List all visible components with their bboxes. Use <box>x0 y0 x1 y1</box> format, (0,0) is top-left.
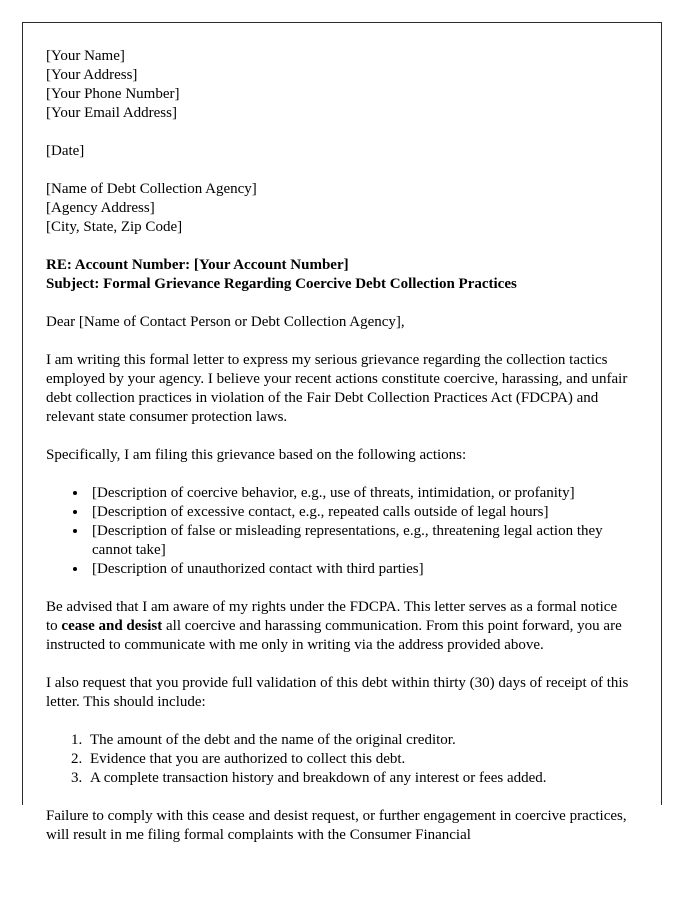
list-item: • [Description of coercive behavior, e.g., use of threats, intimidation, or profanity] <box>88 484 632 503</box>
paragraph-failure-to-comply: Failure to comply with this cease and desist request, or further engagement in coercive practices, will result in me filing formal complaints with the Consumer Financial <box>46 808 627 843</box>
list-item: 1. The amount of the debt and the name of the original creditor. <box>86 731 632 750</box>
list-item: • [Description of excessive contact, e.g., repeated calls outside of legal hours] <box>88 503 632 522</box>
cease-desist-text-before: Be advised that I am aware of my rights under the FDCPA. This letter serves as a formal notice to <box>46 599 618 634</box>
sender-address-block <box>46 47 632 123</box>
cease-and-desist-emphasis: cease and desist <box>61 618 163 634</box>
salutation: Dear [Name of Contact Person or Debt Collection Agency], <box>46 314 405 330</box>
paragraph-bullets-lead-in: Specifically, I am filing this grievance based on the following actions: <box>46 447 467 463</box>
sender-address: [Your Address] <box>46 67 138 83</box>
recipient-agency-name: [Name of Debt Collection Agency] <box>46 181 257 197</box>
list-item: • [Description of unauthorized contact with third parties] <box>88 560 632 579</box>
recipient-address-block <box>46 180 632 237</box>
date-block <box>46 142 632 161</box>
paragraph-cease-and-desist <box>46 598 632 655</box>
recipient-agency-address: [Agency Address] <box>46 200 155 216</box>
re-line: RE: Account Number: [Your Account Number] <box>46 257 349 273</box>
list-item: 3. A complete transaction history and breakdown of any interest or fees added. <box>86 769 632 788</box>
document-page <box>22 22 662 843</box>
cease-desist-text-after: all coercive and harassing communication. From this point forward, you are instructed to communicate with me only in writing via the address provided above. <box>46 618 622 653</box>
subject-line: Subject: Formal Grievance Regarding Coercive Debt Collection Practices <box>46 276 517 292</box>
validation-numbered-list <box>46 731 632 788</box>
subject-block <box>46 256 632 294</box>
letter-body <box>46 47 632 864</box>
sender-email: [Your Email Address] <box>46 105 177 121</box>
sender-name: [Your Name] <box>46 48 125 64</box>
paragraph-grievance-intro: I am writing this formal letter to express my serious grievance regarding the collection tactics employed by your agency. I believe your recent actions constitute coercive, harassing, and unfair debt collection practices in violation of the Fair Debt Collection Practices Act (FDCPA) and relevant state consumer protection laws. <box>46 352 628 425</box>
paragraph-validation-lead-in: I also request that you provide full validation of this debt within thirty (30) days of receipt of this letter. This should include: <box>46 675 629 710</box>
list-item: • [Description of false or misleading representations, e.g., threatening legal action they cannot take] <box>88 522 632 560</box>
sender-phone: [Your Phone Number] <box>46 86 180 102</box>
date-line: [Date] <box>46 143 85 159</box>
list-item: 2. Evidence that you are authorized to collect this debt. <box>86 750 632 769</box>
recipient-city-state-zip: [City, State, Zip Code] <box>46 219 183 235</box>
grievance-bullet-list <box>46 484 632 579</box>
